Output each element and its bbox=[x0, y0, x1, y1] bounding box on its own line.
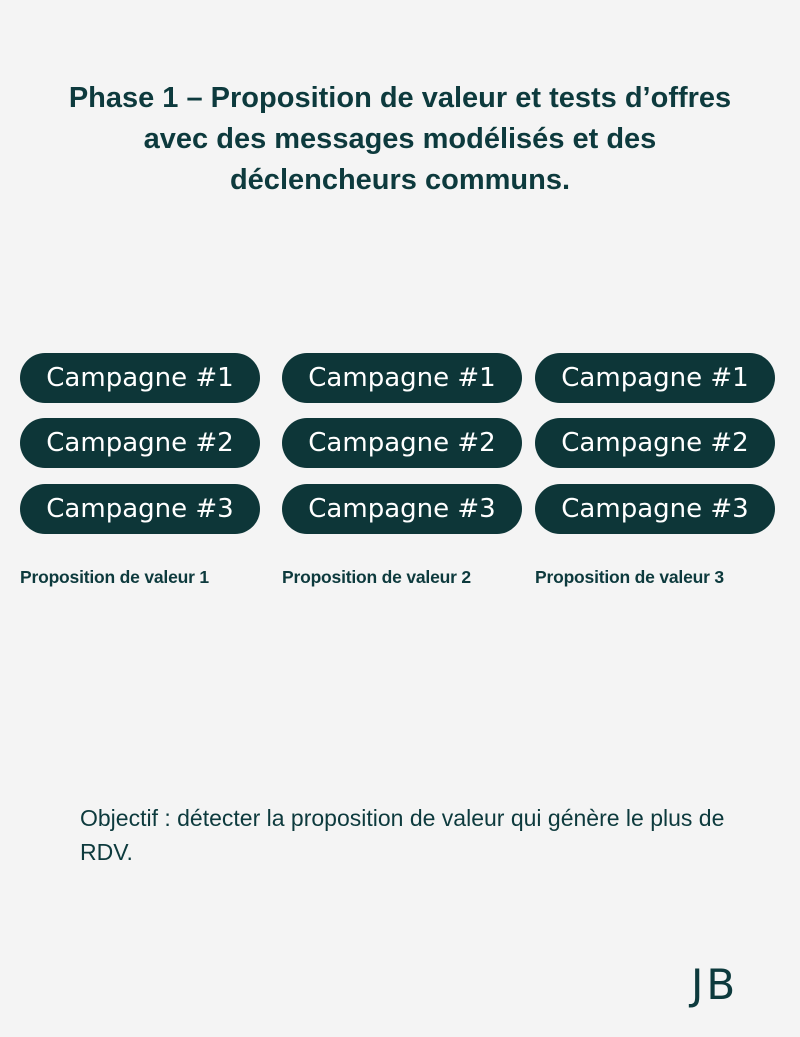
campaign-pill: Campagne #1 bbox=[282, 353, 522, 403]
campaign-pill: Campagne #2 bbox=[20, 418, 260, 468]
campaign-pill: Campagne #3 bbox=[535, 484, 775, 534]
logo: JB bbox=[691, 960, 739, 1009]
page-title: Phase 1 – Proposition de valeur et tests d’offres avec des messages modélisés et des déclencheurs communs. bbox=[68, 82, 732, 196]
campaign-pill: Campagne #2 bbox=[535, 418, 775, 468]
campaign-pill: Campagne #3 bbox=[20, 484, 260, 534]
column-label: Proposition de valeur 2 bbox=[282, 567, 471, 587]
column-label: Proposition de valeur 1 bbox=[20, 567, 209, 587]
campaign-pill: Campagne #3 bbox=[282, 484, 522, 534]
campaign-pill: Campagne #2 bbox=[282, 418, 522, 468]
objective-text: Objectif : détecter la proposition de valeur qui génère le plus de RDV. bbox=[80, 805, 725, 865]
campaign-pill: Campagne #1 bbox=[20, 353, 260, 403]
column-label: Proposition de valeur 3 bbox=[535, 567, 724, 587]
campaign-pill: Campagne #1 bbox=[535, 353, 775, 403]
value-proposition-columns bbox=[0, 353, 800, 593]
